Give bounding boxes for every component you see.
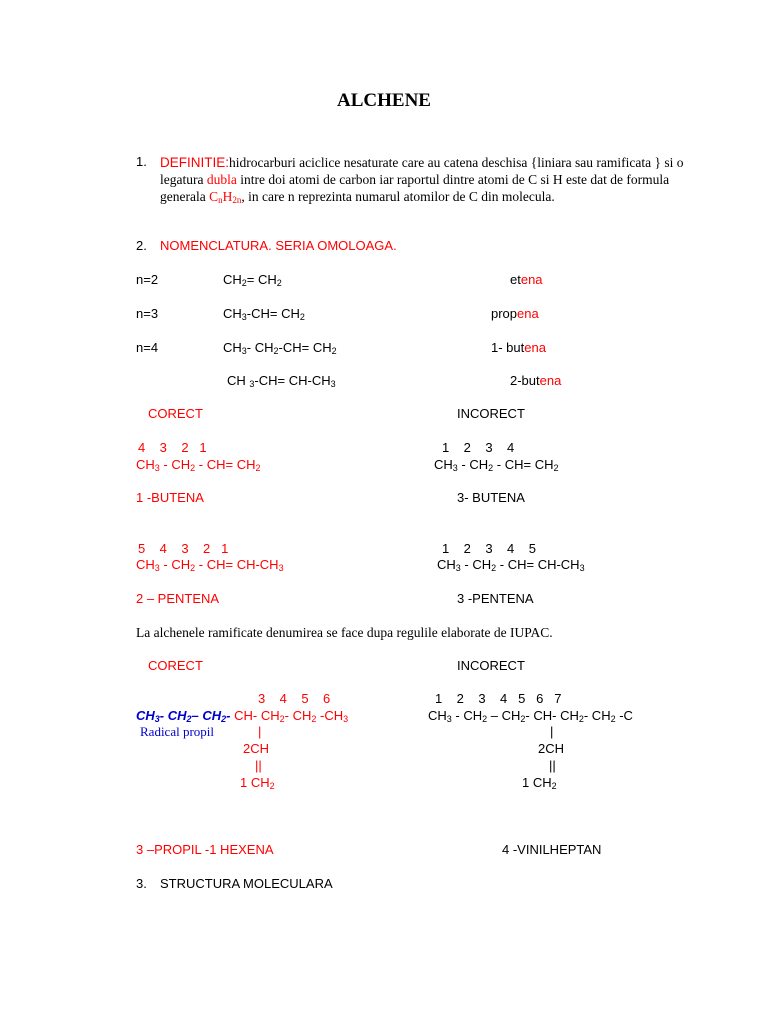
name-ethene: etena	[510, 272, 543, 287]
carbon-numbering-correct-2: 5 4 3 2 1	[138, 541, 229, 556]
definition-text-c: , in care n reprezinta numarul atomilor de C din molecula.	[241, 189, 555, 204]
series-n4: n=4	[136, 340, 159, 355]
name-propene: propena	[491, 306, 539, 321]
branch-ch2-incorrect: 1 $CH_2$	[522, 775, 557, 791]
formula-incorrect-3: $CH_3 - CH_2 - CH_2-$ CH- $CH_2-$ $CH_2$ -C	[428, 708, 633, 724]
branch-bond-correct: |	[258, 724, 262, 739]
incorect-label-2: INCORECT	[457, 658, 525, 673]
double-bond-incorrect: ||	[549, 758, 556, 773]
general-formula: $C_nH_{2n}$	[209, 189, 242, 205]
formula-correct-1: $CH_3 - CH_2 - CH= CH_2$	[136, 457, 261, 473]
page-title: ALCHENE	[337, 90, 431, 111]
name-1-butene: 1- butena	[491, 340, 546, 355]
section-3-heading: STRUCTURA MOLECULARA	[160, 876, 333, 891]
radical-propil-label: Radical propil	[140, 724, 215, 739]
definition-label: DEFINITIE:	[160, 155, 230, 170]
formula-correct-2: $CH_3 - CH_2 - CH= CH-CH_3$	[136, 557, 284, 573]
incorect-label-1: INCORECT	[457, 406, 525, 421]
section-3-number: 3.	[136, 876, 147, 891]
carbon-numbering-incorrect-1: 1 2 3 4	[442, 440, 515, 455]
formula-2-butene: CH $_3-CH= CH-CH_3$	[227, 373, 336, 389]
definition-text-a: hidrocarburi aciclice nesaturate care au catena deschisa {liniara sau ramificata } si o legatura	[160, 155, 684, 187]
section-2-heading: NOMENCLATURA. SERIA OMOLOAGA.	[160, 238, 397, 253]
carbon-numbering-incorrect-2: 1 2 3 4 5	[442, 541, 536, 556]
branch-2ch-incorrect: 2CH	[538, 741, 565, 756]
formula-ethene: $CH_2= CH_2$	[223, 272, 282, 288]
branch-2ch-correct: 2CH	[243, 741, 270, 756]
name-correct-3: 3 –PROPIL -1 HEXENA	[136, 842, 274, 857]
corect-label-2: CORECT	[148, 658, 203, 673]
name-incorrect-2: 3 -PENTENA	[457, 591, 534, 606]
name-correct-1: 1 -BUTENA	[136, 490, 204, 505]
definition-text-b: intre doi atomi de carbon iar raportul dintre atomi de C si H este dat de formula generala	[160, 172, 670, 204]
formula-correct-3: $CH_3-$ $CH_2-$ $CH_2-$ CH- $CH_2-$ $CH_2$ $-CH_3$	[136, 708, 349, 724]
formula-incorrect-1: $CH_3 - CH_2 - CH= CH_2$	[434, 457, 559, 473]
name-incorrect-1: 3- BUTENA	[457, 490, 525, 505]
section-1-number: 1.	[136, 154, 147, 169]
section-2-number: 2.	[136, 238, 147, 253]
formula-propene: $CH_3-CH= CH_2$	[223, 306, 305, 322]
carbon-numbering-correct-1: 4 3 2 1	[138, 440, 207, 455]
definition-dubla: dubla	[206, 172, 237, 187]
branch-bond-incorrect: |	[550, 724, 554, 739]
name-2-butene: 2-butena	[510, 373, 562, 388]
corect-label-1: CORECT	[148, 406, 203, 421]
formula-1-butene: $CH_3-$ $CH_2-CH= CH_2$	[223, 340, 337, 356]
name-incorrect-3: 4 -VINILHEPTAN	[502, 842, 602, 857]
series-n3: n=3	[136, 306, 159, 321]
carbon-numbering-correct-3: 3 4 5 6	[258, 691, 331, 706]
definition-paragraph	[160, 154, 690, 205]
formula-incorrect-2: $CH_3 - CH_2 - CH= CH-CH_3$	[437, 557, 585, 573]
name-correct-2: 2 – PENTENA	[136, 591, 220, 606]
carbon-numbering-incorrect-3: 1 2 3 4 5 6 7	[435, 691, 562, 706]
iupac-note: La alchenele ramificate denumirea se face dupa regulile elaborate de IUPAC.	[136, 625, 553, 640]
propyl-radical-formula: $CH_3-$ $CH_2-$ $CH_2-$	[136, 708, 231, 724]
series-n2: n=2	[136, 272, 159, 287]
double-bond-correct: ||	[255, 758, 262, 773]
branch-ch2-correct: 1 $CH_2$	[240, 775, 275, 791]
